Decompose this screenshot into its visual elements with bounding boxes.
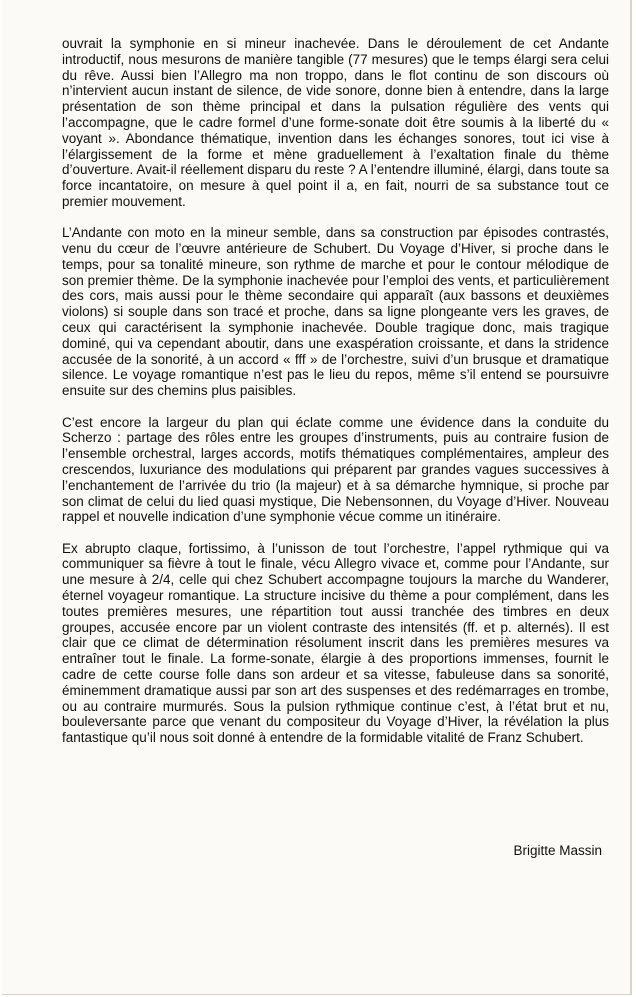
paragraph-3: C’est encore la largeur du plan qui éclate comme une évidence dans la conduite du Scherzo : partage des rôles entre les groupes d’instruments, puis au contraire fusion de l’ensemble orchestral, larges accords, motifs thématiques complémentaires, ampleur des crescendos, luxuriance des modulations qui préparent par grandes vagues successives à l’enchantement de l’arrivée du trio (la majeur) et à sa démarche hymnique, si proche par son climat de celui du lied quasi mystique, Die Nebensonnen, du Voyage d’Hiver. Nouveau rappel et nouvelle indication d’une symphonie vécue comme un itinéraire.: [62, 414, 609, 525]
paragraph-1: ouvrait la symphonie en si mineur inachevée. Dans le déroulement de cet Andante introductif, nous mesurons de manière tangible (77 mesures) que le temps élargi sera celui du rêve. Aussi bien l’Allegro ma non troppo, dans le flot continu de son discours où n’intervient aucun instant de silence, de vide sonore, donne bien à entendre, dans la large présentation de son thème principal et dans la pulsation régulière des vents qui l’accompagne, que le cadre formel d’une forme-sonate doit être soumis à la liberté du « voyant ». Abondance thématique, invention dans les échanges sonores, tout ici vise à l’élargissement de la forme et mène graduellement à l’exaltation finale du thème d’ouverture. Avait-il réellement disparu du reste ? A l’entendre illuminé, élargi, dans toute sa force incantatoire, on mesure à quel point il a, en fait, nourri de sa substance tout ce premier mouvement.: [62, 36, 609, 209]
author-signature: Brigitte Massin: [513, 843, 602, 858]
article-body: [62, 36, 609, 761]
document-page: [2, 0, 632, 995]
paragraph-4: Ex abrupto claque, fortissimo, à l’unisson de tout l’orchestre, l’appel rythmique qui va communiquer sa fièvre à tout le finale, vécu Allegro vivace et, comme pour l’Andante, sur une mesure à 2/4, celle qui chez Schubert accompagne toujours la marche du Wanderer, éternel voyageur romantique. La structure incisive du thème a pour complément, dans les toutes premières mesures, une répartition tout aussi tranchée des timbres en deux groupes, accusée encore par un violent contraste des intensités (ff. et p. alternés). Il est clair que ce climat de détermination résolument inscrit dans les premières mesures va entraîner tout le finale. La forme-sonate, élargie à des proportions immenses, fournit le cadre de cette course folle dans son ardeur et sa vitesse, fabuleuse dans sa sonorité, éminemment dramatique aussi par son art des suspenses et des redémarrages en trombe, ou au contraire murmurés. Sous la pulsion rythmique continue c’est, à l’état brut et nu, bouleversante parce que venant du compositeur du Voyage d’Hiver, la révélation la plus fantastique qu’il nous soit donné à entendre de la formidable vitalité de Franz Schubert.: [62, 540, 609, 746]
paragraph-2: L’Andante con moto en la mineur semble, dans sa construction par épisodes contrastés, venu du cœur de l’œuvre antérieure de Schubert. Du Voyage d’Hiver, si proche dans le temps, pour sa tonalité mineure, son rythme de marche et pour le contour mélodique de son premier thème. De la symphonie inachevée pour l’emploi des vents, et particulièrement des cors, mais aussi pour le thème secondaire qui apparaît (aux bassons et deuxièmes violons) si souple dans son tracé et proche, dans sa ligne plongeante vers les graves, de ceux qui caractérisent la symphonie inachevée. Double tragique donc, mais tragique dominé, qui va cependant aboutir, dans une exaspération croissante, et dans la stridence accusée de la sonorité, à un accord « fff » de l’orchestre, suivi d’un brusque et dramatique silence. Le voyage romantique n’est pas le lieu du repos, même s’il entend se poursuivre ensuite sur des chemins plus paisibles.: [62, 225, 609, 399]
